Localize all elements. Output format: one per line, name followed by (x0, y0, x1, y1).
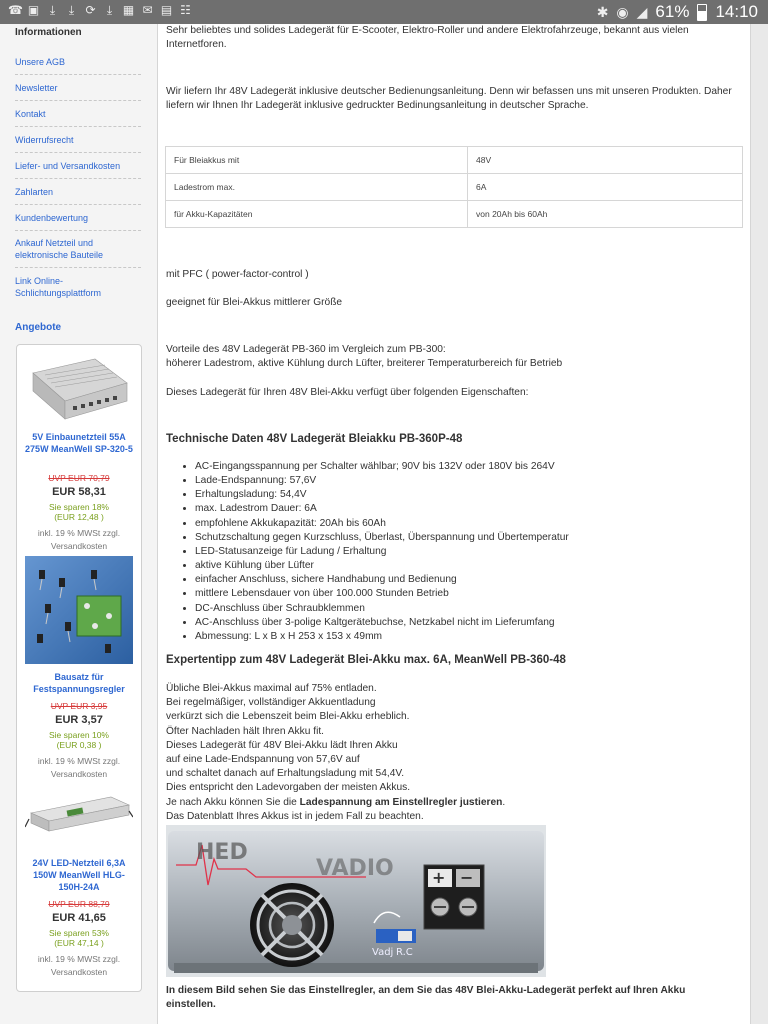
list-item: • Erhaltungsladung: 54,4V (195, 488, 569, 502)
sidebar-info-title: Informationen (15, 27, 82, 38)
image-label-vadj: Vadj (372, 947, 394, 958)
product-image-kit[interactable] (25, 556, 133, 664)
manual-text: Wir liefern Ihr 48V Ladegerät inklusive deutscher Bedienungsanleitung. Denn wir befassen uns mit unseren Produkten. Daher liefern wir Ihnen Ihr Ladegerät inklusive gedruckter Bedinungsanleitung in deutscher Sprache. (166, 86, 732, 112)
image-caption: In diesem Bild sehen Sie das Einstellregler, an dem Sie das 48V Blei-Akku-Ladegerät perfekt auf Ihren Akku einstellen. (166, 985, 686, 1010)
tip-line: auf eine Lade-Endspannung von 57,6V auf (166, 754, 360, 766)
page (0, 24, 768, 1024)
notification-icons (8, 4, 192, 17)
sidebar-offers-title: Angebote (15, 322, 62, 333)
list-item: • DC-Anschluss über Schraubklemmen (195, 602, 569, 616)
mail-icon: ✉ (142, 3, 153, 17)
battery-icon (697, 4, 707, 21)
svg-text:−: − (460, 868, 474, 887)
divider (15, 204, 141, 205)
download-icon: ⤓ (68, 3, 75, 17)
product-old-price: UVP EUR 88,79 (48, 899, 110, 909)
tip-line: Das Datenblatt Ihres Akkus ist in jedem Fall zu beachten. (166, 810, 424, 822)
pfc-text: mit PFC ( power-factor-control ) (166, 269, 309, 280)
divider (15, 74, 141, 75)
product-price: EUR 58,31 (52, 486, 106, 498)
tip-line: und schaltet danach auf Erhaltungsladung mit 54,4V. (166, 768, 405, 780)
product-savings-percent: Sie sparen 18% (48, 502, 109, 512)
product-savings-percent: Sie sparen 10% (48, 730, 109, 740)
tip-text (166, 682, 744, 824)
sidebar-link-newsletter[interactable]: Newsletter (15, 83, 58, 93)
spec-value: 48V (468, 147, 743, 174)
product-name[interactable]: 5V Einbaunetzteil 55A 275W MeanWell SP-320-5 (25, 432, 133, 454)
tip-line: Bei regelmäßiger, vollständiger Akkuentladung (166, 697, 376, 709)
list-item: • AC-Eingangsspannung per Schalter wählbar; 90V bis 132V oder 180V bis 264V (195, 460, 569, 474)
product-savings-percent: Sie sparen 53% (48, 928, 109, 938)
sidebar-link-agb[interactable]: Unsere AGB (15, 57, 66, 67)
spec-value: von 20Ah bis 60Ah (468, 201, 743, 228)
divider (15, 152, 141, 153)
tip-heading: Expertentipp zum 48V Ladegerät Blei-Akku max. 6A, MeanWell PB-360-48 (166, 654, 566, 666)
product-tax-note: inkl. 19 % MWSt zzgl. Versandkosten (37, 756, 121, 779)
product-image-power-supply[interactable] (25, 351, 133, 427)
product-name[interactable]: 24V LED-Netzteil 6,3A 150W MeanWell HLG-150H-24A (32, 858, 126, 892)
battery-percent: 61% (655, 2, 690, 21)
list-item: • Abmessung: L x B x H 253 x 153 x 49mm (195, 630, 569, 644)
list-item: • Schutzschaltung gegen Kurzschluss, Überlast, Überspannung und Übertemperatur (195, 531, 569, 545)
spec-key: Für Bleiakkus mit (166, 147, 468, 174)
spec-key: für Akku-Kapazitäten (166, 201, 468, 228)
whatsapp-icon: ☎ (8, 3, 23, 17)
spec-table (165, 146, 743, 228)
product-savings-amount: (EUR 12,48 ) (54, 512, 104, 522)
table-row (166, 201, 743, 228)
tip-line: Dieses Ladegerät für 48V Blei-Akku lädt Ihren Akku (166, 739, 398, 751)
clipboard-icon: ▦ (122, 3, 135, 17)
sidebar (0, 24, 158, 1024)
divider (15, 267, 141, 268)
sidebar-link-zahlarten[interactable]: Zahlarten (15, 187, 54, 197)
image-icon: ▣ (27, 3, 40, 17)
signal-icon: ◢ (636, 3, 648, 20)
product-tax-note: inkl. 19 % MWSt zzgl. Versandkosten (37, 954, 121, 977)
charger-adjuster-photo (166, 825, 546, 977)
offers-box (16, 344, 142, 992)
svg-text:+: + (432, 868, 446, 887)
properties-intro: Dieses Ladegerät für Ihren 48V Blei-Akku verfügt über folgenden Eigenschaften: (166, 387, 529, 398)
intro-text: Sehr beliebtes und solides Ladegerät für E-Scooter, Elektro-Roller und andere Elektrofahrzeuge, bekannt aus vielen Internetforen. (166, 25, 689, 51)
svg-text:VADIO: VADIO (316, 856, 394, 881)
product-old-price: UVP EUR 70,79 (48, 473, 110, 483)
product-name[interactable]: Bausatz für Festspannungsregler (33, 672, 125, 694)
compare-line-2: höherer Ladestrom, aktive Kühlung durch Lüfter, breiterer Temperaturbereich für Betrieb (166, 358, 563, 369)
product-tax-note: inkl. 19 % MWSt zzgl. Versandkosten (37, 528, 121, 551)
download-icon: ⤓ (49, 3, 56, 17)
sidebar-link-kontakt[interactable]: Kontakt (15, 109, 46, 119)
bluetooth-icon: ✱ (596, 3, 609, 20)
product-price: EUR 3,57 (55, 714, 103, 726)
svg-text:HED: HED (196, 840, 248, 865)
divider (15, 178, 141, 179)
sync-icon: ⟳ (85, 3, 96, 17)
product-savings-amount: (EUR 0,38 ) (56, 740, 102, 750)
spec-key: Ladestrom max. (166, 174, 468, 201)
product-price: EUR 41,65 (52, 912, 106, 924)
tip-line: Dies entspricht den Ladevorgaben der meisten Akkus. (166, 782, 411, 794)
sidebar-link-ankauf[interactable]: Ankauf Netzteil und elektronische Bauteile (15, 238, 104, 260)
compare-line-1: Vorteile des 48V Ladegerät PB-360 im Vergleich zum PB-300: (166, 344, 446, 355)
status-bar (0, 0, 768, 24)
spec-value: 6A (468, 174, 743, 201)
divider (15, 100, 141, 101)
sidebar-link-versandkosten[interactable]: Liefer- und Versandkosten (15, 161, 121, 171)
tip-line-adjust: Je nach Akku können Sie die Ladespannung am Einstellregler justieren. (166, 796, 506, 808)
list-item: • einfacher Anschluss, sichere Handhabung und Bedienung (195, 573, 569, 587)
tech-heading: Technische Daten 48V Ladegerät Bleiakku PB-360P-48 (166, 433, 463, 445)
sidebar-link-kundenbewertung[interactable]: Kundenbewertung (15, 213, 89, 223)
list-item: • LED-Statusanzeige für Ladung / Erhaltung (195, 545, 569, 559)
table-row (166, 174, 743, 201)
divider (15, 126, 141, 127)
product-description (158, 24, 751, 1024)
product-savings-amount: (EUR 47,14 ) (54, 938, 104, 948)
list-item: • mittlere Lebensdauer von über 100.000 Stunden Betrieb (195, 587, 569, 601)
feature-list (166, 460, 569, 644)
suitable-text: geeignet für Blei-Akkus mittlerer Größe (166, 297, 343, 308)
image-label-rc: R.C (396, 947, 413, 958)
list-item: • empfohlene Akkukapazität: 20Ah bis 60Ah (195, 517, 569, 531)
sim-icon: ▤ (160, 3, 173, 17)
divider (15, 230, 141, 231)
calendar-icon: ☷ (180, 3, 191, 17)
product-old-price: UVP EUR 3,95 (50, 701, 108, 711)
tip-line: Übliche Blei-Akkus maximal auf 75% entladen. (166, 683, 377, 694)
adjust-highlight: Ladespannung am Einstellregler justieren (299, 796, 503, 808)
clock: 14:10 (715, 2, 758, 21)
list-item: • AC-Anschluss über 3-polige Kaltgerätebuchse, Netzkabel nicht im Lieferumfang (195, 616, 569, 630)
list-item: • Lade-Endspannung: 57,6V (195, 474, 569, 488)
list-item: • max. Ladestrom Dauer: 6A (195, 502, 569, 516)
tip-line: Öfter Nachladen hält Ihren Akku fit. (166, 725, 324, 737)
list-item: • aktive Kühlung über Lüfter (195, 559, 569, 573)
tip-line: verkürzt sich die Lebenszeit beim Blei-Akku erheblich. (166, 711, 410, 723)
sidebar-link-widerrufsrecht[interactable]: Widerrufsrecht (15, 135, 74, 145)
sidebar-link-schlichtung[interactable]: Link Online-Schlichtungsplattform (15, 276, 102, 298)
product-image-led-driver[interactable] (25, 787, 133, 847)
download-icon: ⤓ (106, 3, 113, 17)
table-row (166, 147, 743, 174)
wifi-icon: ◉ (616, 3, 629, 20)
